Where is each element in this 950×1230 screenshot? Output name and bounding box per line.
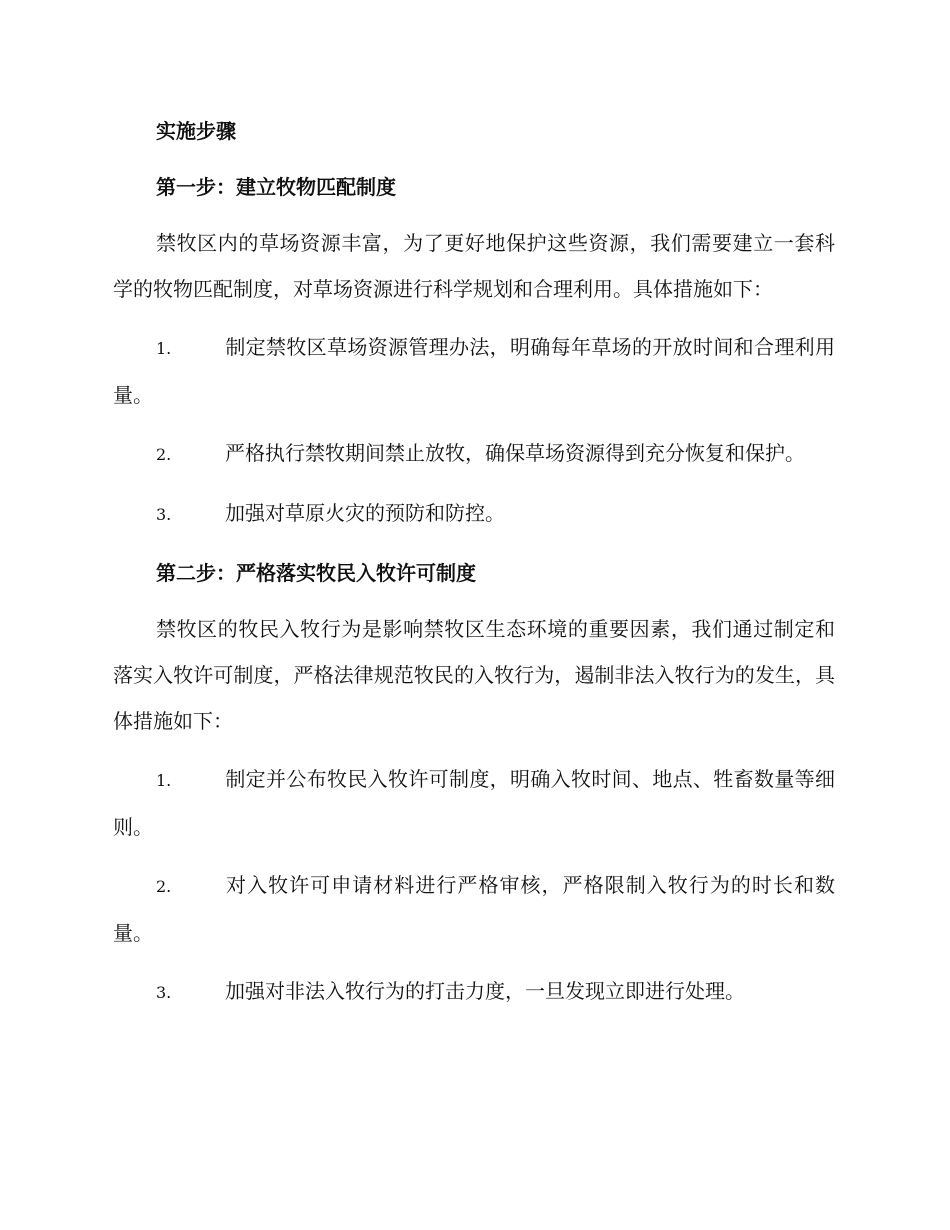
list-text: 严格执行禁牧期间禁止放牧，确保草场资源得到充分恢复和保护。	[225, 441, 805, 465]
page-title: 实施步骤	[156, 119, 236, 143]
list-number: 2.	[156, 877, 172, 896]
section-heading-1: 第一步：建立牧物匹配制度	[156, 175, 396, 199]
list-item	[113, 430, 835, 478]
section-intro-2: 禁牧区的牧民入牧行为是影响禁牧区生态环境的重要因素，我们通过制定和落实入牧许可制度，严格法律规范牧民的入牧行为，遏制非法入牧行为的发生，具体措施如下：	[113, 617, 835, 733]
list-item	[113, 490, 835, 538]
list-text: 对入牧许可申请材料进行严格审核，严格限制入牧行为的时长和数量。	[113, 873, 835, 945]
list-number: 2.	[156, 445, 172, 464]
list-item	[113, 862, 835, 956]
list-number: 3.	[156, 983, 172, 1002]
section-heading-2: 第二步：严格落实牧民入牧许可制度	[156, 561, 476, 585]
list-text: 加强对草原火灾的预防和防控。	[225, 501, 505, 525]
document-body	[113, 108, 835, 1028]
list-text: 制定并公布牧民入牧许可制度，明确入牧时间、地点、牲畜数量等细则。	[113, 767, 835, 839]
list-number: 1.	[156, 771, 172, 790]
list-number: 1.	[156, 339, 172, 358]
list-item	[113, 756, 835, 850]
list-item	[113, 324, 835, 418]
list-item	[113, 968, 835, 1016]
list-text: 制定禁牧区草场资源管理办法，明确每年草场的开放时间和合理利用量。	[113, 335, 835, 407]
section-intro-1: 禁牧区内的草场资源丰富，为了更好地保护这些资源，我们需要建立一套科学的牧物匹配制度，对草场资源进行科学规划和合理利用。具体措施如下：	[113, 231, 835, 301]
list-number: 3.	[156, 505, 172, 524]
list-text: 加强对非法入牧行为的打击力度，一旦发现立即进行处理。	[225, 979, 745, 1003]
